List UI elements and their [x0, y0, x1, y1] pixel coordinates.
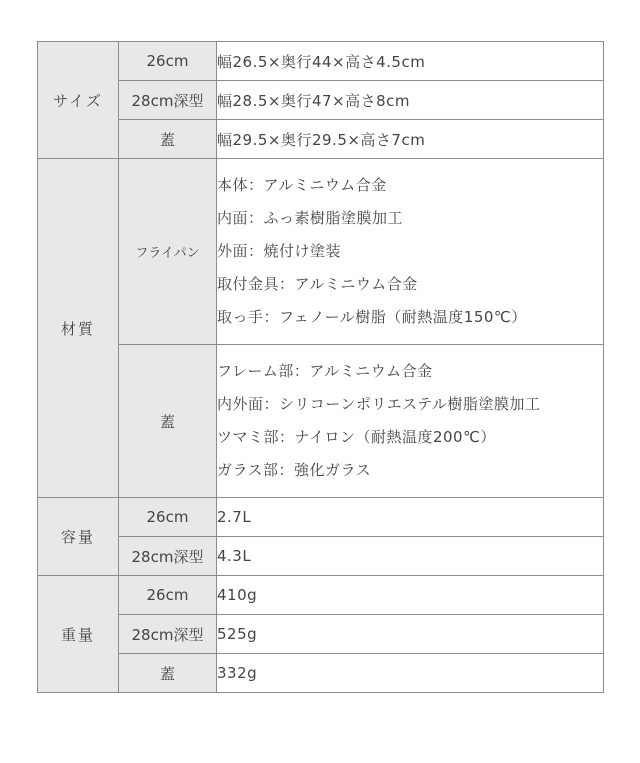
value-size-lid: 幅29.5×奥行29.5×高さ7cm [217, 120, 604, 159]
table-row-size-lid [38, 120, 604, 159]
material-pan-line: 内面：ふっ素樹脂塗膜加工 [217, 209, 404, 227]
category-material: 材質 [38, 159, 119, 498]
value-material-lid [217, 345, 604, 498]
sub-label-material-lid: 蓋 [119, 345, 217, 498]
material-pan-line: 取付金具：アルミニウム合金 [217, 275, 418, 293]
category-capacity: 容量 [38, 498, 119, 576]
material-pan-line: 外面：焼付け塗装 [217, 242, 342, 260]
value-size-28: 幅28.5×奥行47×高さ8cm [217, 81, 604, 120]
table-row-size-26 [38, 42, 604, 81]
material-lid-line: ツマミ部：ナイロン（耐熱温度200℃） [217, 428, 496, 446]
table-row-weight-26 [38, 576, 604, 615]
material-lid-line: ガラス部：強化ガラス [217, 461, 372, 479]
value-capacity-28: 4.3L [217, 537, 604, 576]
sub-label-weight-lid: 蓋 [119, 654, 217, 693]
value-material-pan [217, 159, 604, 345]
material-pan-line: 取っ手：フェノール樹脂（耐熱温度150℃） [217, 308, 527, 326]
value-size-26: 幅26.5×奥行44×高さ4.5cm [217, 42, 604, 81]
material-lid-line: フレーム部：アルミニウム合金 [217, 362, 433, 380]
sub-label-weight-26: 26cm [119, 576, 217, 615]
value-weight-28: 525g [217, 615, 604, 654]
category-weight: 重量 [38, 576, 119, 693]
sub-label-capacity-26: 26cm [119, 498, 217, 537]
table-row-material-pan [38, 159, 604, 345]
material-lid-line: 内外面：シリコーンポリエステル樹脂塗膜加工 [217, 395, 541, 413]
sub-label-material-pan: フライパン [119, 159, 217, 345]
sub-label-size-lid: 蓋 [119, 120, 217, 159]
table-row-capacity-28 [38, 537, 604, 576]
sub-label-size-26: 26cm [119, 42, 217, 81]
table-row-material-lid [38, 345, 604, 498]
category-size: サイズ [38, 42, 119, 159]
value-weight-lid: 332g [217, 654, 604, 693]
value-capacity-26: 2.7L [217, 498, 604, 537]
sub-label-weight-28: 28cm深型 [119, 615, 217, 654]
spec-table [37, 41, 604, 693]
table-row-size-28 [38, 81, 604, 120]
sub-label-size-28: 28cm深型 [119, 81, 217, 120]
material-pan-line: 本体：アルミニウム合金 [217, 176, 387, 194]
table-row-weight-28 [38, 615, 604, 654]
table-row-capacity-26 [38, 498, 604, 537]
value-weight-26: 410g [217, 576, 604, 615]
sub-label-capacity-28: 28cm深型 [119, 537, 217, 576]
table-row-weight-lid [38, 654, 604, 693]
